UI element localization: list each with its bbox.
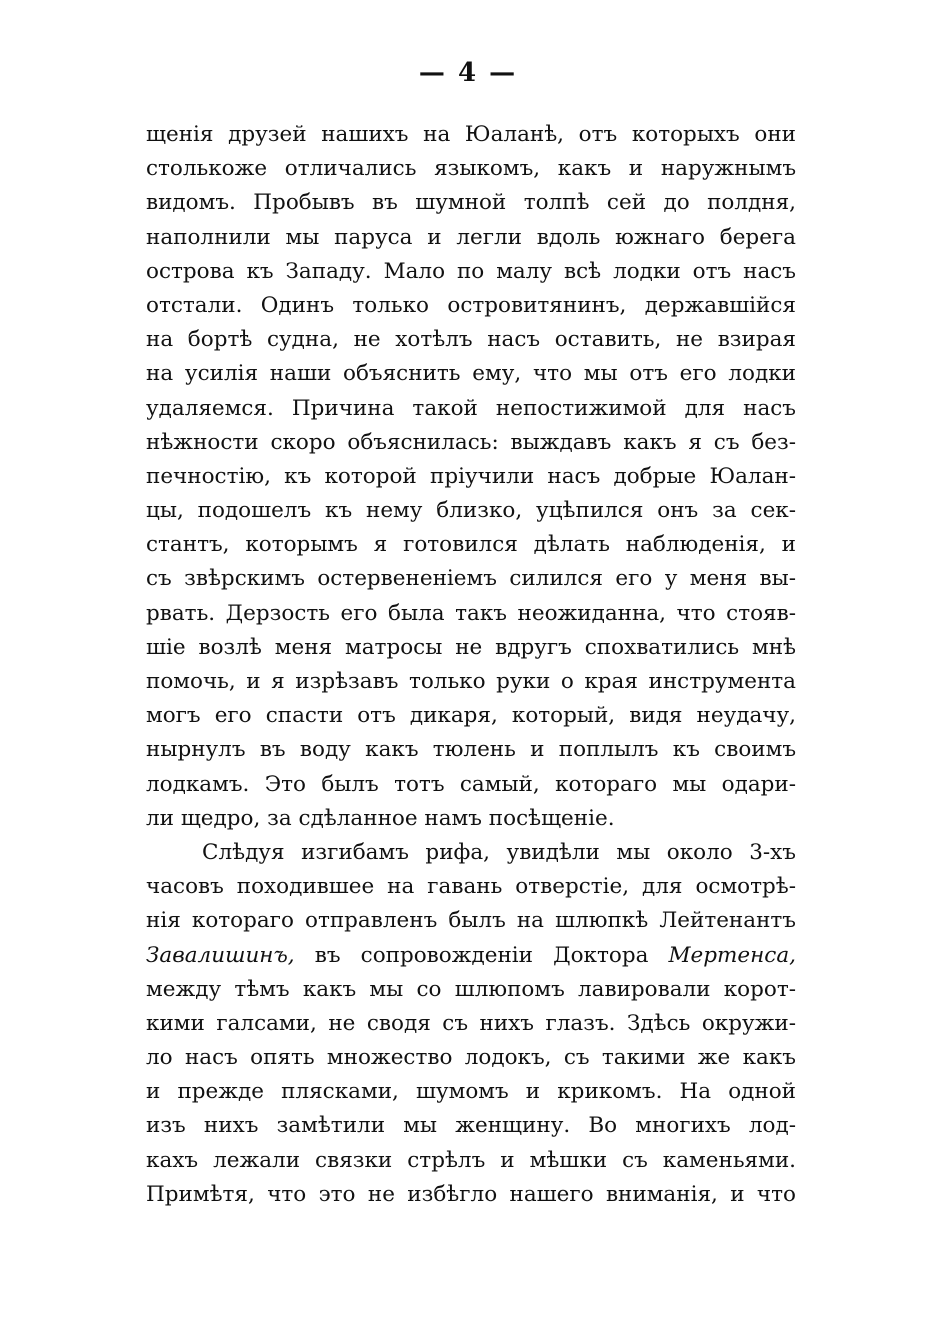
text-line: на бортѣ судна, не хотѣлъ насъ оставить, не взирая <box>146 327 796 353</box>
text-line: съ звѣрскимъ остервененіемъ силился его у меня вы- <box>146 566 796 592</box>
text-line: могъ его спасти отъ дикаря, который, видя неудачу, <box>146 703 796 729</box>
text-line-paragraph-end: ли щедро, за сдѣланное намъ посѣщеніе. <box>146 805 615 831</box>
text-line: столькоже отличались языкомъ, какъ и наружнымъ <box>146 156 796 182</box>
text-line-paragraph-start: Слѣдуя изгибамъ рифа, увидѣли мы около 3-хъ <box>202 839 796 865</box>
text-line: между тѣмъ какъ мы со шлюпомъ лавировали корот- <box>146 976 796 1002</box>
text-line: нія котораго отправленъ былъ на шлюпкѣ Лейтенантъ <box>146 908 796 934</box>
text-line: цы, подошелъ къ нему близко, уцѣпился онъ за сек- <box>146 498 796 524</box>
text-line: ло насъ опять множество лодокъ, съ такими же какъ <box>146 1045 796 1071</box>
text-line: видомъ. Пробывъ въ шумной толпѣ сей до полдня, <box>146 190 796 216</box>
text-line: отстали. Одинъ только островитянинъ, державшійся <box>146 292 796 318</box>
text-line: нырнулъ въ воду какъ тюлень и поплылъ къ своимъ <box>146 737 796 763</box>
text-line: стантъ, которымъ я готовился дѣлать наблюденія, и <box>146 532 796 558</box>
text-line: на усилія наши объяснить ему, что мы отъ его лодки <box>146 361 796 387</box>
text-line: кахъ лежали связки стрѣлъ и мѣшки съ каменьями. <box>146 1147 796 1173</box>
text-line: рвать. Дерзость его была такъ неожиданна, что стояв- <box>146 600 796 626</box>
text-line: часовъ походившее на гавань отверстіе, для осмотрѣ- <box>146 874 796 900</box>
text-line: острова къ Западу. Мало по малу всѣ лодки отъ насъ <box>146 258 796 284</box>
text-line: помочь, и я изрѣзавъ только руки о края инструмента <box>146 669 796 694</box>
text-span: въ сопровожденіи Доктора <box>294 942 669 968</box>
text-line-with-names <box>146 939 796 973</box>
text-line: удаляемся. Причина такой непостижимой для насъ <box>146 395 796 421</box>
page-text <box>146 118 796 1212</box>
italic-name: Завалишинъ, <box>146 942 295 968</box>
text-line: и прежде плясками, шумомъ и крикомъ. На одной <box>146 1079 796 1105</box>
text-line: печностію, къ которой пріучили насъ добрые Юалан- <box>146 463 796 489</box>
text-line: наполнили мы паруса и легли вдоль южнаго берега <box>146 224 796 250</box>
text-line: изъ нихъ замѣтили мы женщину. Во многихъ лод- <box>146 1113 796 1139</box>
text-line: лодкамъ. Это былъ тотъ самый, котораго мы одари- <box>146 771 796 797</box>
italic-name: Мертенса, <box>668 942 796 968</box>
text-line: нѣжности скоро объяснилась: выждавъ какъ я съ без- <box>146 429 796 455</box>
text-line: щенія друзей нашихъ на Юаланѣ, отъ которыхъ они <box>146 122 796 147</box>
text-line: кими галсами, не сводя съ нихъ глазъ. Здѣсь окружи- <box>146 1010 796 1036</box>
text-line: шіе возлѣ меня матросы не вдругъ спохватились мнѣ <box>146 634 796 660</box>
text-line: Примѣтя, что это не избѣгло нашего вниманія, и что <box>146 1181 796 1207</box>
page-number: — 4 — <box>418 58 518 88</box>
